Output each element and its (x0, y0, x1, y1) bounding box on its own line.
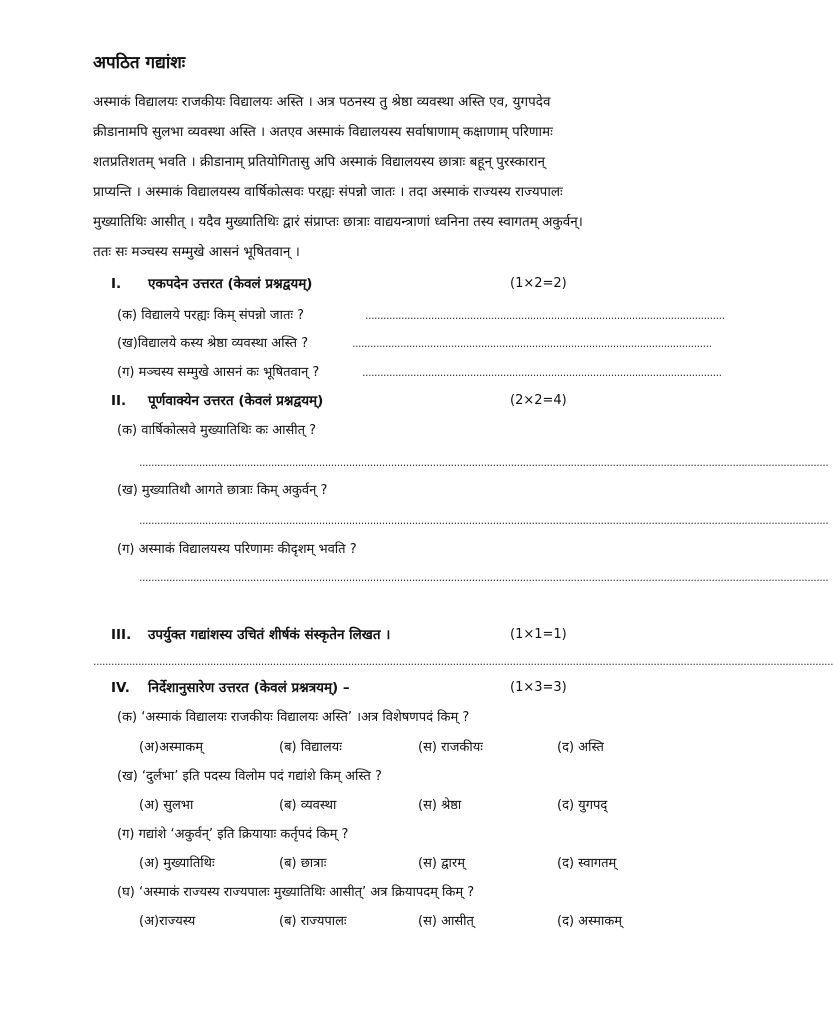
section-1-number: I. (111, 276, 122, 292)
passage-line: ततः सः मञ्चस्य सम्मुखे आसनं भूषितवान् । (93, 244, 300, 260)
answer-line: ........................................................................................................................ (365, 309, 725, 322)
answer-line: ....................................................................................................................................................................................................................................................... (93, 655, 833, 668)
section-3-number: III. (111, 627, 132, 643)
section-1-marks: (1×2=2) (510, 276, 567, 291)
option-c: (स) श्रेष्ठा (418, 798, 462, 813)
option-a: (अ) सुलभा (139, 798, 194, 813)
section-4-number: IV. (111, 680, 130, 696)
answer-line: ........................................................................................................................ (362, 366, 722, 379)
section-3-marks: (1×1=1) (510, 627, 567, 642)
question-4c: (ग) गद्यांशे ‘अकुर्वन्’ इति क्रियायाः कर्तृपदं किम् ? (117, 827, 349, 842)
page-title: अपठित गद्यांशः (93, 53, 186, 73)
question-2a: (क) वार्षिकोत्सवे मुख्यातिथिः कः आसीत् ? (117, 423, 317, 438)
question-4d: (घ) ‘अस्माकं राज्यस्य राज्यपालः मुख्यातिथिः आसीत्’ अत्र क्रियापदम् किम् ? (117, 885, 475, 900)
option-d: (द) अस्ति (557, 740, 604, 755)
question-1b: (ख)विद्यालये कस्य श्रेष्ठा व्यवस्था अस्ति ? (117, 336, 309, 351)
option-d: (द) अस्माकम् (557, 914, 623, 929)
option-b: (ब) व्यवस्था (279, 798, 337, 813)
section-2-title: पूर्णवाक्येन उत्तरत (केवलं प्रश्नद्वयम्) (148, 393, 324, 409)
passage-line: अस्माकं विद्यालयः राजकीयः विद्यालयः अस्ति । अत्र पठनस्य तु श्रेष्ठा व्यवस्था अस्ति एव, युगपदेव (93, 94, 551, 110)
option-b: (ब) विद्यालयः (279, 740, 342, 755)
section-2-number: II. (111, 393, 127, 409)
option-d: (द) स्वागतम् (557, 856, 617, 871)
option-c: (स) द्वारम् (418, 856, 465, 871)
answer-line: ...................................................................................................................................................................................................................................... (139, 456, 829, 469)
passage-line: क्रीडानामपि सुलभा व्यवस्था अस्ति । अतएव अस्माकं विद्यालयस्य सर्वाषाणाम् कक्षाणाम् परिणामः (93, 124, 553, 140)
option-b: (ब) राज्यपालः (279, 914, 347, 929)
section-2-marks: (2×2=4) (510, 393, 567, 408)
question-2c: (ग) अस्माकं विद्यालयस्य परिणामः कीदृशम् भवति ? (117, 542, 357, 557)
answer-line: ...................................................................................................................................................................................................................................... (139, 571, 829, 584)
question-1a: (क) विद्यालये परह्यः किम् संपन्नो जातः ? (117, 308, 305, 323)
question-1c: (ग) मञ्चस्य सम्मुखे आसनं कः भूषितवान् ? (117, 365, 320, 380)
section-4-marks: (1×3=3) (510, 680, 567, 695)
option-d: (द) युगपद् (557, 798, 608, 813)
section-1-title: एकपदेन उत्तरत (केवलं प्रश्नद्वयम्) (148, 276, 313, 292)
passage-line: प्राप्यन्ति । अस्माकं विद्यालयस्य वार्षिकोत्सवः परह्यः संपन्नो जातः । तदा अस्माकं राज्यस्य राज्यपालः (93, 184, 563, 200)
section-3-title: उपर्युक्त गद्यांशस्य उचितं शीर्षकं संस्कृतेन लिखत । (148, 627, 391, 643)
passage-line: मुख्यातिथिः आसीत् । यदैव मुख्यातिथिः द्वारं संप्राप्तः छात्राः वाद्ययन्त्राणां ध्वनिना तस्य स्वागतम् अकुर्वन्। (93, 214, 583, 230)
question-4a: (क) ‘अस्माकं विद्यालयः राजकीयः विद्यालयः अस्ति’ ।अत्र विशेषणपदं किम् ? (117, 710, 470, 725)
option-a: (अ)अस्माकम् (139, 740, 203, 755)
question-2b: (ख) मुख्यातिथौ आगते छात्राः किम् अकुर्वन् ? (117, 483, 328, 498)
option-a: (अ)राज्यस्य (139, 914, 196, 929)
option-c: (स) राजकीयः (418, 740, 483, 755)
answer-line: ...................................................................................................................................................................................................................................... (139, 514, 829, 527)
answer-line: ........................................................................................................................ (352, 337, 712, 350)
passage-line: शतप्रतिशतम् भवति । क्रीडानाम् प्रतियोगितासु अपि अस्माकं विद्यालयस्य छात्राः बहून् पुरस्कारान् (93, 154, 546, 170)
question-4b: (ख) ‘दुर्लभा’ इति पदस्य विलोम पदं गद्यांशे किम् अस्ति ? (117, 769, 382, 784)
section-4-title: निर्देशानुसारेण उत्तरत (केवलं प्रश्नत्रयम्) – (148, 680, 350, 696)
option-a: (अ) मुख्यातिथिः (139, 856, 215, 871)
option-c: (स) आसीत् (418, 914, 474, 929)
option-b: (ब) छात्राः (279, 856, 327, 871)
